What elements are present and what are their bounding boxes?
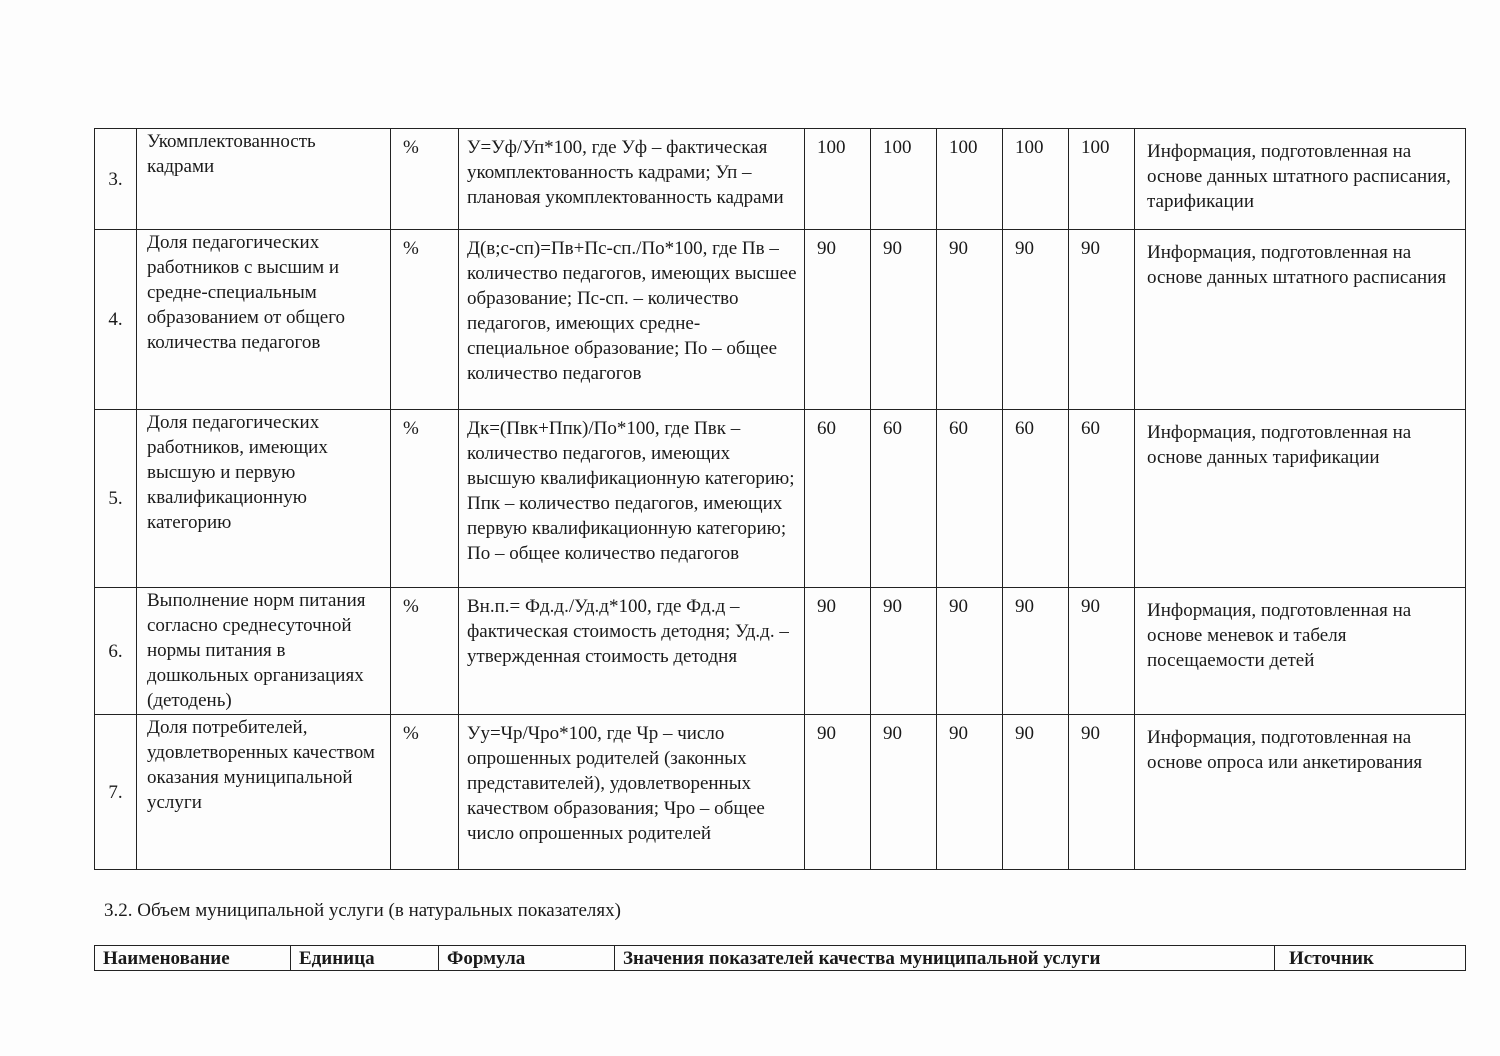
indicator-value: 60 <box>1003 410 1069 588</box>
section-title: 3.2. Объем муниципальной услуги (в натуральных показателях) <box>104 900 621 921</box>
indicator-name: Укомплектованность кадрами <box>137 129 391 230</box>
indicator-source: Информация, подготовленная на основе данных штатного расписания <box>1135 230 1466 410</box>
indicator-value: 100 <box>871 129 937 230</box>
column-header: Источник <box>1275 946 1466 971</box>
row-number: 5. <box>95 410 137 588</box>
indicator-unit: % <box>391 715 459 870</box>
indicator-formula: Д(в;с-сп)=Пв+Пс-сп./По*100, где Пв – количество педагогов, имеющих высшее образование; Пс-сп. – количество педагогов, имеющих средне-специальное образование; По – общее количество педагогов <box>459 230 805 410</box>
table-header-row <box>95 946 1466 971</box>
indicator-value: 90 <box>805 715 871 870</box>
row-number: 6. <box>95 588 137 715</box>
indicator-name: Доля педагогических работников, имеющих высшую и первую квалификационную категорию <box>137 410 391 588</box>
indicator-value: 90 <box>871 588 937 715</box>
indicator-formula: Вн.п.= Фд.д./Уд.д*100, где Фд.д – фактическая стоимость детодня; Уд.д. – утвержденная стоимость детодня <box>459 588 805 715</box>
indicator-value: 100 <box>937 129 1003 230</box>
indicator-value: 60 <box>1069 410 1135 588</box>
indicator-unit: % <box>391 588 459 715</box>
indicator-value: 90 <box>937 715 1003 870</box>
indicator-source: Информация, подготовленная на основе данных штатного расписания, тарификации <box>1135 129 1466 230</box>
indicator-value: 90 <box>1003 715 1069 870</box>
table-row <box>95 410 1466 588</box>
row-number: 4. <box>95 230 137 410</box>
table-row <box>95 588 1466 715</box>
indicator-value: 90 <box>805 588 871 715</box>
indicator-source: Информация, подготовленная на основе опроса или анкетирования <box>1135 715 1466 870</box>
indicator-name: Доля потребителей, удовлетворенных качеством оказания муниципальной услуги <box>137 715 391 870</box>
row-number: 3. <box>95 129 137 230</box>
indicator-source: Информация, подготовленная на основе меневок и табеля посещаемости детей <box>1135 588 1466 715</box>
quality-indicators-table <box>94 128 1466 870</box>
indicator-unit: % <box>391 410 459 588</box>
table-row <box>95 230 1466 410</box>
row-number: 7. <box>95 715 137 870</box>
table-row <box>95 715 1466 870</box>
indicator-unit: % <box>391 230 459 410</box>
indicator-value: 90 <box>1003 230 1069 410</box>
indicator-value: 100 <box>1069 129 1135 230</box>
indicator-value: 100 <box>1003 129 1069 230</box>
indicator-formula: Уу=Чр/Чро*100, где Чр – число опрошенных родителей (законных представителей), удовлетворенных качеством образования; Чро – общее число опрошенных родителей <box>459 715 805 870</box>
indicator-value: 90 <box>1069 230 1135 410</box>
column-header: Единица <box>291 946 439 971</box>
indicator-value: 60 <box>871 410 937 588</box>
indicator-value: 90 <box>937 230 1003 410</box>
column-header: Значения показателей качества муниципальной услуги <box>615 946 1275 971</box>
indicator-unit: % <box>391 129 459 230</box>
indicator-value: 90 <box>1003 588 1069 715</box>
indicator-name: Выполнение норм питания согласно среднесуточной нормы питания в дошкольных организациях (детодень) <box>137 588 391 715</box>
table-row <box>95 129 1466 230</box>
indicator-value: 90 <box>805 230 871 410</box>
column-header: Формула <box>439 946 615 971</box>
column-header: Наименование <box>95 946 291 971</box>
indicator-value: 90 <box>937 588 1003 715</box>
indicator-value: 90 <box>1069 715 1135 870</box>
indicator-value: 60 <box>805 410 871 588</box>
indicator-name: Доля педагогических работников с высшим и средне-специальным образованием от общего количества педагогов <box>137 230 391 410</box>
volume-table <box>94 945 1466 971</box>
indicator-formula: У=Уф/Уп*100, где Уф – фактическая укомплектованность кадрами; Уп – плановая укомплектованность кадрами <box>459 129 805 230</box>
indicator-value: 90 <box>871 230 937 410</box>
indicator-value: 90 <box>871 715 937 870</box>
indicator-value: 90 <box>1069 588 1135 715</box>
indicator-value: 60 <box>937 410 1003 588</box>
indicator-source: Информация, подготовленная на основе данных тарификации <box>1135 410 1466 588</box>
indicator-formula: Дк=(Пвк+Ппк)/По*100, где Пвк – количество педагогов, имеющих высшую квалификационную категорию; Ппк – количество педагогов, имеющих первую квалификационную категорию; По – общее количество педагогов <box>459 410 805 588</box>
indicator-value: 100 <box>805 129 871 230</box>
